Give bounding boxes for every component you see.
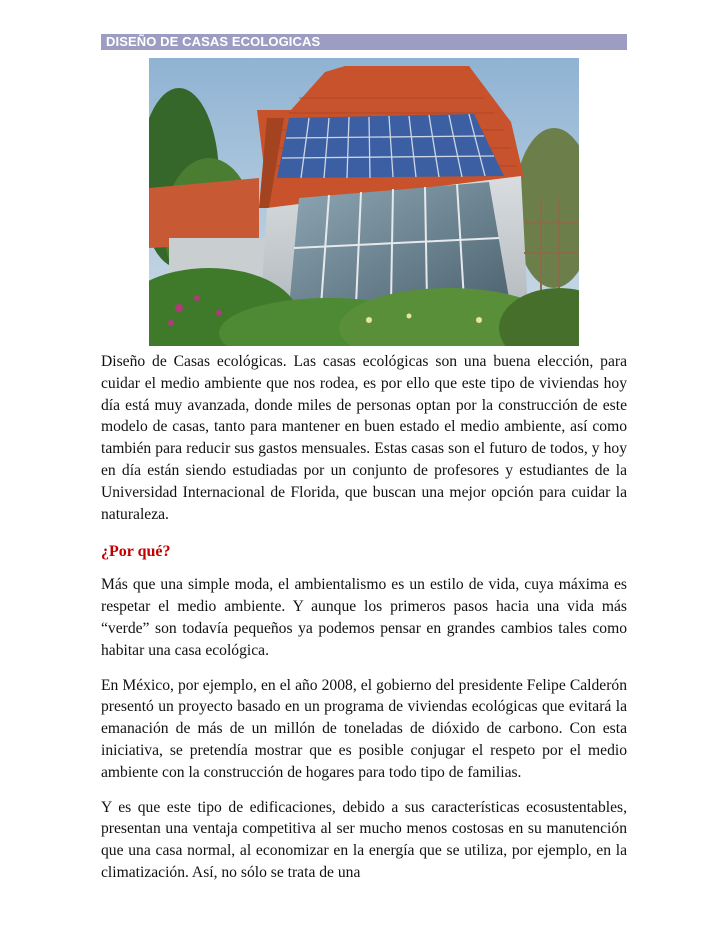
- intro-paragraph: Diseño de Casas ecológicas. Las casas ecológicas son una buena elección, para cuidar el medio ambiente que nos rodea, es por ello que este tipo de viviendas hoy día está muy avanzada, donde miles de personas optan por la construcción de este modelo de casas, tanto para mantener en buen estado el medio ambiente, así como también para reducir sus gastos mensuales. Estas casas son el futuro de todos, y hoy en día están siendo estudiadas por un conjunto de profesores y estudiantes de la Universidad Internacional de Florida, que buscan una mejor opción para cuidar la naturaleza.: [101, 353, 627, 523]
- body-paragraph-2: En México, por ejemplo, en el año 2008, el gobierno del presidente Felipe Calderón presentó un proyecto basado en un programa de viviendas ecológicas que evitará la emanación de más de un millón de toneladas de dióxido de carbono. Con esta iniciativa, se pretendía mostrar que es posible conjugar el respeto por el medio ambiente con la construcción de hogares para todo tipo de familias.: [101, 676, 627, 781]
- document-title: DISEÑO DE CASAS ECOLOGICAS: [106, 34, 321, 49]
- solar-panels: [277, 114, 504, 178]
- section-heading: ¿Por qué?: [101, 543, 171, 561]
- ecological-house-image: [149, 58, 579, 346]
- house-photo: [149, 58, 579, 346]
- document-page: [101, 34, 627, 884]
- document-title-bar: [101, 34, 627, 50]
- body-paragraph-3: Y es que este tipo de edificaciones, debido a sus características ecosustentables, presentan una ventaja competitiva al ser mucho menos costosas en su manutención que una casa normal, al economizar en la energía que se utiliza, por ejemplo, en la climatización. Así, no sólo se trata de una: [101, 798, 627, 881]
- body-paragraph-1: Más que una simple moda, el ambientalismo es un estilo de vida, cuya máxima es respetar el medio ambiente. Y aunque los primeros pasos hacia una vida más “verde” son todavía pequeños ya podemos pensar en grandes cambios tales como habitar una casa ecológica.: [101, 576, 627, 659]
